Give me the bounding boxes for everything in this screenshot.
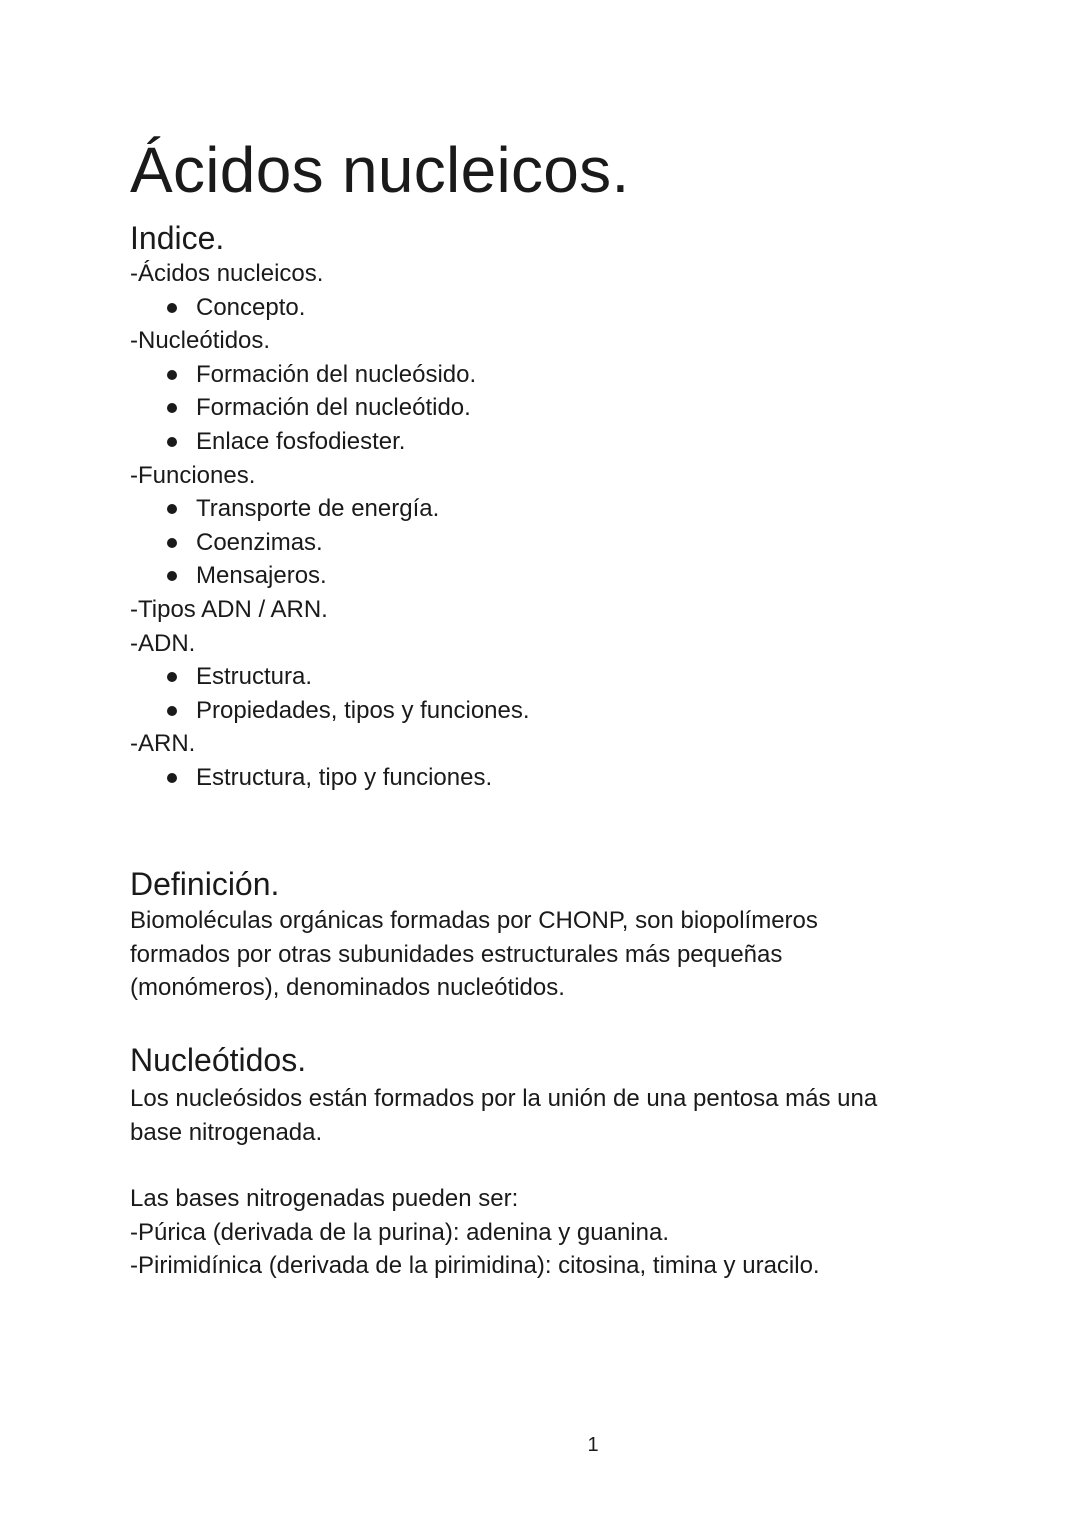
index-subentry: Propiedades, tipos y funciones.	[130, 694, 950, 728]
index-subentry: Mensajeros.	[130, 559, 950, 593]
nucleotides-paragraph	[130, 1082, 950, 1149]
index-subentry: Concepto.	[130, 291, 950, 325]
index-subentry: Formación del nucleótido.	[130, 391, 950, 425]
bullet-icon	[167, 437, 177, 447]
paragraph-line: -Pirimidínica (derivada de la pirimidina): citosina, timina y uracilo.	[130, 1252, 820, 1280]
definition-heading: Definición.	[130, 866, 280, 902]
bases-paragraph	[130, 1182, 950, 1283]
nucleotides-heading: Nucleótidos.	[130, 1042, 307, 1078]
bullet-icon	[167, 571, 177, 581]
bullet-icon	[167, 672, 177, 682]
index-entry: -Ácidos nucleicos.	[130, 260, 324, 287]
index-subentry: Transporte de energía.	[130, 492, 950, 526]
index-entry: -Funciones.	[130, 461, 256, 489]
paragraph-line: (monómeros), denominados nucleótidos.	[130, 974, 565, 1002]
bullet-icon	[167, 773, 177, 783]
bullet-icon	[167, 303, 177, 313]
bullet-icon	[167, 403, 177, 413]
bullet-icon	[167, 504, 177, 514]
paragraph-line: Biomoléculas orgánicas formadas por CHONP, son biopolímeros	[130, 907, 818, 934]
index-subentry: Estructura.	[130, 660, 950, 694]
bullet-icon	[167, 706, 177, 716]
index-entry: -Tipos ADN / ARN.	[130, 595, 328, 623]
page-number: 1	[587, 1434, 599, 1456]
definition-paragraph	[130, 904, 950, 1005]
index-entry: -ARN.	[130, 730, 196, 758]
index-subentry: Coenzimas.	[130, 526, 950, 560]
paragraph-line: base nitrogenada.	[130, 1118, 323, 1146]
index-subentry: Formación del nucleósido.	[130, 358, 950, 392]
paragraph-line: -Púrica (derivada de la purina): adenina y guanina.	[130, 1218, 670, 1246]
paragraph-line: formados por otras subunidades estructurales más pequeñas	[130, 940, 783, 968]
index-subentry: Estructura, tipo y funciones.	[130, 761, 950, 795]
index-subentry: Enlace fosfodiester.	[130, 425, 950, 459]
index-list	[130, 257, 950, 795]
paragraph-line: Los nucleósidos están formados por la unión de una pentosa más una	[130, 1085, 878, 1112]
index-heading: Indice.	[130, 220, 225, 256]
document-title: Ácidos nucleicos.	[130, 134, 630, 206]
index-entry: -ADN.	[130, 629, 196, 657]
paragraph-line: Las bases nitrogenadas pueden ser:	[130, 1185, 519, 1212]
bullet-icon	[167, 370, 177, 380]
index-entry: -Nucleótidos.	[130, 327, 271, 355]
bullet-icon	[167, 538, 177, 548]
